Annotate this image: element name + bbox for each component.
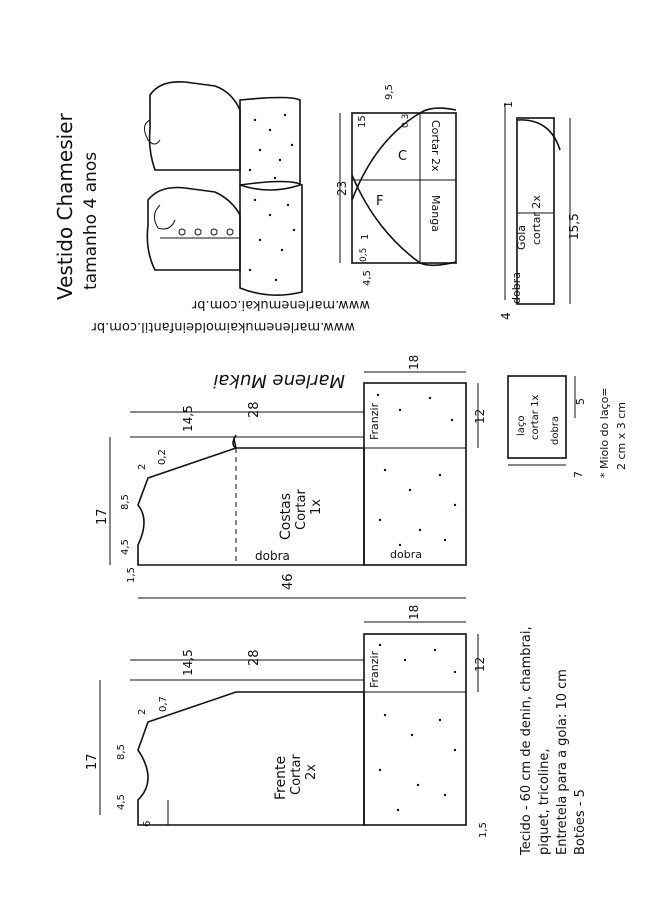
front-skirt-dots — [379, 644, 456, 811]
collar-length: 15,5 — [567, 213, 581, 240]
front-bodice-pattern — [85, 649, 489, 838]
collar-name: Gola — [515, 224, 528, 250]
dress-illustration-back — [144, 82, 300, 190]
collar-cut: cortar 2x — [530, 195, 543, 245]
collar-top: 1 — [502, 101, 515, 108]
front-skirt-len: 18 — [407, 604, 421, 620]
back-qty: 1x — [309, 499, 324, 515]
front-shoulder-drop: 2 — [137, 708, 148, 715]
bow-fold: dobra — [550, 415, 561, 445]
back-neck-d: 1,5 — [126, 567, 137, 583]
back-len-shoulder: 14,5 — [181, 405, 195, 432]
front-width: 17 — [85, 753, 100, 770]
sleeve-dim-total: 23 — [335, 180, 349, 196]
notes-buttons: Botões - 5 — [573, 789, 588, 855]
front-skirt-w: 12 — [473, 656, 487, 672]
total-length-measure — [138, 573, 466, 598]
sleeve-dim-top: 9,5 — [384, 84, 395, 100]
back-shoulder-drop: 2 — [137, 463, 148, 470]
bow-cut: cortar 1x — [530, 394, 541, 440]
bow-height: 5 — [574, 398, 587, 405]
front-qty: 2x — [304, 764, 319, 780]
sleeve-pattern — [335, 84, 456, 286]
sleeve-dim-d: 0,5 — [359, 247, 369, 262]
back-name: Costas — [278, 493, 294, 540]
front-bottom: 1,5 — [478, 822, 489, 838]
website-1 — [191, 297, 370, 312]
back-skirt-pattern — [364, 355, 487, 565]
bow-note1: * Miolo do laço= — [598, 387, 611, 478]
bow-width: 7 — [572, 471, 585, 478]
front-cut: Cortar — [289, 754, 304, 795]
collar-pattern — [499, 101, 581, 320]
svg-text:www.marlenemukai.com.br: www.marlenemukai.com.br — [191, 297, 370, 312]
back-slope: 0,2 — [157, 449, 168, 465]
back-width: 17 — [95, 508, 110, 525]
sleeve-cut: Cortar 2x — [429, 120, 442, 172]
front-arm-w: 8,5 — [116, 744, 127, 760]
front-skirt-pattern — [364, 605, 487, 825]
back-neck-w: 4,5 — [120, 539, 131, 555]
signature — [213, 370, 345, 391]
back-len-top: 28 — [247, 401, 262, 418]
back-skirt-gather: Franzir — [368, 402, 381, 440]
notes-fabric: Tecido - 60 cm de denin, chambrai, — [519, 626, 534, 855]
front-skirt-gather: Franzir — [368, 650, 381, 688]
collar-width: 4 — [499, 312, 513, 320]
notes-interfacing: Entretela para a gola: 10 cm — [555, 669, 570, 855]
front-name: Frente — [273, 755, 289, 800]
title-line2: tamanho 4 anos — [81, 151, 101, 290]
notes-block — [519, 626, 588, 856]
sleeve-dim-b: 0,3 — [401, 113, 411, 128]
bow-pattern — [508, 376, 628, 478]
bow-name: laço — [516, 415, 527, 436]
back-skirt-dots — [377, 394, 456, 546]
notes-fabric2: piquet, tricoline, — [537, 748, 552, 855]
back-cut: Cortar — [294, 489, 309, 530]
sleeve-name: Manga — [429, 195, 442, 232]
back-arm-w: 8,5 — [120, 494, 131, 510]
sleeve-dim-c: 1 — [360, 233, 371, 240]
skirt-total: 46 — [281, 573, 296, 590]
front-slope: 0,7 — [158, 696, 169, 712]
title-line1: Vestido Chamesier — [53, 113, 77, 300]
bow-note2: 2 cm x 3 cm — [615, 401, 628, 470]
dress-illustration-front — [147, 182, 302, 296]
back-fold: dobra — [255, 549, 290, 563]
front-neck-d: 6 — [142, 820, 153, 827]
sleeve-label-f: F — [376, 194, 384, 209]
back-skirt-len: 18 — [407, 354, 421, 370]
back-bodice-pattern — [95, 401, 364, 583]
sleeve-dim-side: 4,5 — [362, 270, 373, 286]
svg-text:www.marlenemukaimoldeinfantil.: www.marlenemukaimoldeinfantil.com.br — [91, 319, 355, 334]
website-2 — [91, 319, 355, 334]
front-len-top: 28 — [247, 649, 262, 666]
sleeve-label-c: C — [398, 149, 408, 164]
front-len-shoulder: 14,5 — [181, 649, 195, 676]
back-skirt-fold: dobra — [390, 548, 422, 561]
collar-fold: dobra — [510, 272, 523, 304]
svg-text:Marlene Mukai: Marlene Mukai — [213, 370, 345, 391]
sleeve-dim-a: 15 — [357, 115, 368, 128]
back-skirt-w: 12 — [473, 408, 487, 424]
title-block — [53, 112, 101, 300]
front-neck-w: 4,5 — [116, 794, 127, 810]
